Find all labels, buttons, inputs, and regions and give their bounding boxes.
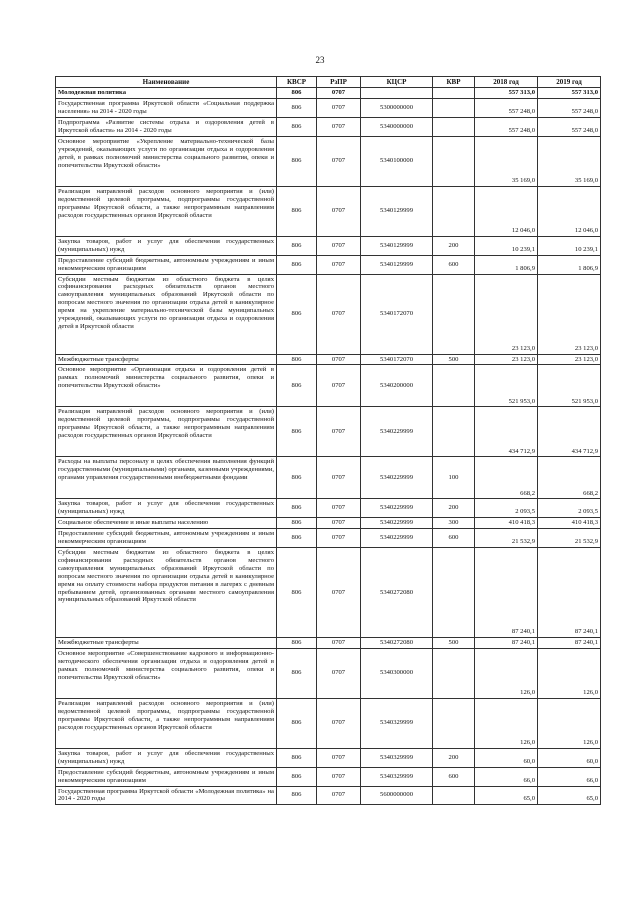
table-row: [56, 457, 601, 499]
table-row: [56, 499, 601, 518]
cell-kvr: [433, 274, 475, 354]
header-kvsr: КВСР: [277, 77, 317, 88]
cell-kvr: 200: [433, 748, 475, 767]
cell-kvr: 500: [433, 354, 475, 365]
cell-2019: 126,0: [538, 698, 601, 748]
cell-2019: 557 248,0: [538, 99, 601, 118]
table-row: [56, 786, 601, 805]
table-row: [56, 236, 601, 255]
cell-2019: 60,0: [538, 748, 601, 767]
cell-kvsr: 806: [277, 547, 317, 637]
cell-name: Межбюджетные трансферты: [56, 354, 277, 365]
cell-kvr: [433, 407, 475, 457]
cell-2019: 87 240,1: [538, 637, 601, 648]
cell-kcsr: 5340100000: [361, 136, 433, 186]
cell-2018: 87 240,1: [475, 637, 538, 648]
cell-kvsr: 806: [277, 457, 317, 499]
cell-kcsr: 5340229999: [361, 407, 433, 457]
page-number: 23: [315, 55, 325, 65]
cell-2018: 410 418,3: [475, 518, 538, 529]
cell-2019: 12 046,0: [538, 186, 601, 236]
cell-rzpr: 0707: [317, 648, 361, 698]
cell-2018: 521 953,0: [475, 365, 538, 407]
cell-kvsr: 806: [277, 518, 317, 529]
cell-rzpr: 0707: [317, 637, 361, 648]
cell-kvsr: 806: [277, 136, 317, 186]
cell-rzpr: 0707: [317, 748, 361, 767]
cell-kvr: 200: [433, 236, 475, 255]
cell-name: Предоставление субсидий бюджетным, автономным учреждениям и иным некоммерческим организациям: [56, 529, 277, 548]
table-row: [56, 136, 601, 186]
cell-kvsr: 806: [277, 118, 317, 137]
cell-rzpr: 0707: [317, 354, 361, 365]
cell-2019: 668,2: [538, 457, 601, 499]
cell-2019: 557 248,0: [538, 118, 601, 137]
cell-kvr: 100: [433, 457, 475, 499]
cell-kvr: 200: [433, 499, 475, 518]
cell-kvsr: 806: [277, 274, 317, 354]
cell-2019: 410 418,3: [538, 518, 601, 529]
cell-name: Основное мероприятие «Организация отдыха и оздоровления детей в рамках полномочий министерства социального развития, опеки и попечительства Иркутской области»: [56, 365, 277, 407]
cell-kvr: 600: [433, 255, 475, 274]
table-row: [56, 767, 601, 786]
cell-kvr: [433, 186, 475, 236]
cell-kvr: 500: [433, 637, 475, 648]
table-row: [56, 518, 601, 529]
cell-2019: 21 532,9: [538, 529, 601, 548]
cell-kvr: [433, 547, 475, 637]
cell-kvsr: 806: [277, 99, 317, 118]
cell-2018: 21 532,9: [475, 529, 538, 548]
cell-kvr: 600: [433, 767, 475, 786]
table-row: [56, 407, 601, 457]
cell-2018: 126,0: [475, 648, 538, 698]
table-row: [56, 637, 601, 648]
cell-2019: 126,0: [538, 648, 601, 698]
cell-2019: 521 953,0: [538, 365, 601, 407]
cell-kcsr: 5340129999: [361, 186, 433, 236]
header-kcsr: КЦСР: [361, 77, 433, 88]
table-row: [56, 698, 601, 748]
cell-name: Основное мероприятие «Совершенствование кадрового и информационно-методического обеспечения организации отдыха и оздоровления детей в рамках полномочий министерства социального развития, опеки и попечительства Иркутской области»: [56, 648, 277, 698]
cell-kvsr: 806: [277, 499, 317, 518]
cell-rzpr: 0707: [317, 136, 361, 186]
table-row: [56, 274, 601, 354]
cell-rzpr: 0707: [317, 499, 361, 518]
cell-kvsr: 806: [277, 88, 317, 99]
cell-kvsr: 806: [277, 186, 317, 236]
cell-2019: 434 712,9: [538, 407, 601, 457]
table-row: [56, 354, 601, 365]
cell-name: Предоставление субсидий бюджетным, автономным учреждениям и иным некоммерческим организациям: [56, 255, 277, 274]
cell-rzpr: 0707: [317, 88, 361, 99]
cell-name: Государственная программа Иркутской области «Социальная поддержка населения» на 2014 - 2020 годы: [56, 99, 277, 118]
header-rzpr: РзПР: [317, 77, 361, 88]
table-row: [56, 88, 601, 99]
cell-kvr: [433, 88, 475, 99]
cell-2018: 1 806,9: [475, 255, 538, 274]
cell-kcsr: [361, 88, 433, 99]
cell-name: Расходы на выплаты персоналу в целях обеспечения выполнения функций государственными (муниципальными) органами, казенными учреждениями, органами управления государственными внебюджетными фондами: [56, 457, 277, 499]
cell-rzpr: 0707: [317, 274, 361, 354]
cell-2018: 557 313,0: [475, 88, 538, 99]
cell-kvr: 600: [433, 529, 475, 548]
cell-rzpr: 0707: [317, 186, 361, 236]
cell-kcsr: 5340172070: [361, 274, 433, 354]
cell-kvsr: 806: [277, 529, 317, 548]
cell-kcsr: 5600000000: [361, 786, 433, 805]
cell-2018: 12 046,0: [475, 186, 538, 236]
cell-rzpr: 0707: [317, 407, 361, 457]
cell-kcsr: 5340300000: [361, 648, 433, 698]
cell-2018: 23 123,0: [475, 274, 538, 354]
cell-kcsr: 5340272080: [361, 637, 433, 648]
cell-kvsr: 806: [277, 365, 317, 407]
cell-2018: 66,0: [475, 767, 538, 786]
cell-rzpr: 0707: [317, 547, 361, 637]
cell-2018: 10 239,1: [475, 236, 538, 255]
cell-kvsr: 806: [277, 637, 317, 648]
cell-kvr: 300: [433, 518, 475, 529]
cell-2018: 126,0: [475, 698, 538, 748]
cell-name: Молодежная политика: [56, 88, 277, 99]
cell-kcsr: 5340329999: [361, 767, 433, 786]
cell-2018: 557 248,0: [475, 99, 538, 118]
cell-kvsr: 806: [277, 748, 317, 767]
table-row: [56, 648, 601, 698]
cell-rzpr: 0707: [317, 767, 361, 786]
table-row: [56, 186, 601, 236]
cell-kvsr: 806: [277, 255, 317, 274]
cell-rzpr: 0707: [317, 255, 361, 274]
table-row: [56, 255, 601, 274]
cell-kvsr: 806: [277, 236, 317, 255]
cell-2019: 35 169,0: [538, 136, 601, 186]
cell-rzpr: 0707: [317, 518, 361, 529]
cell-kvr: [433, 118, 475, 137]
cell-rzpr: 0707: [317, 99, 361, 118]
table-row: [56, 547, 601, 637]
cell-name: Реализация направлений расходов основного мероприятия и (или) ведомственной целевой программы, подпрограммы государственной программы Иркутской области, а также непрограммным направлениям расходов государственных органов Иркутской области: [56, 698, 277, 748]
cell-2018: 65,0: [475, 786, 538, 805]
cell-kvsr: 806: [277, 648, 317, 698]
cell-kvr: [433, 648, 475, 698]
budget-table: [55, 76, 601, 805]
cell-name: Основное мероприятие «Укрепление материально-технической базы учреждений, оказывающих услуги по организации отдыха и оздоровления детей, в рамках полномочий министерства социального развития, опеки и попечительства Иркутской области»: [56, 136, 277, 186]
cell-rzpr: 0707: [317, 365, 361, 407]
header-name: Наименование: [56, 77, 277, 88]
cell-rzpr: 0707: [317, 786, 361, 805]
table-row: [56, 118, 601, 137]
cell-name: Социальное обеспечение и иные выплаты населению: [56, 518, 277, 529]
cell-name: Предоставление субсидий бюджетным, автономным учреждениям и иным некоммерческим организациям: [56, 767, 277, 786]
cell-kcsr: 5340329999: [361, 698, 433, 748]
cell-2018: 87 240,1: [475, 547, 538, 637]
table-row: [56, 99, 601, 118]
cell-kcsr: 5340000000: [361, 118, 433, 137]
cell-kcsr: 5300000000: [361, 99, 433, 118]
cell-name: Закупка товаров, работ и услуг для обеспечения государственных (муниципальных) нужд: [56, 748, 277, 767]
cell-kvr: [433, 99, 475, 118]
cell-2019: 557 313,0: [538, 88, 601, 99]
cell-kcsr: 5340129999: [361, 255, 433, 274]
cell-kvsr: 806: [277, 407, 317, 457]
cell-2019: 23 123,0: [538, 274, 601, 354]
cell-2018: 23 123,0: [475, 354, 538, 365]
cell-name: Межбюджетные трансферты: [56, 637, 277, 648]
cell-name: Субсидии местным бюджетам из областного бюджета в целях софинансирования расходных обязательств органов местного самоуправления муниципальных образований Иркутской области по вопросам местного значения по организации отдыха детей в каникулярное время на укрепление материально-технической базы муниципальных учреждений, оказывающих услуги по организации отдыха и оздоровления детей в Иркутской области: [56, 274, 277, 354]
cell-2019: 87 240,1: [538, 547, 601, 637]
header-2018: 2018 год: [475, 77, 538, 88]
cell-kcsr: 5340229999: [361, 457, 433, 499]
cell-name: Закупка товаров, работ и услуг для обеспечения государственных (муниципальных) нужд: [56, 236, 277, 255]
cell-kvr: [433, 365, 475, 407]
cell-name: Реализация направлений расходов основного мероприятия и (или) ведомственной целевой программы, подпрограммы государственной программы Иркутской области, а также непрограммным направлениям расходов государственных органов Иркутской области: [56, 407, 277, 457]
cell-2019: 65,0: [538, 786, 601, 805]
cell-rzpr: 0707: [317, 529, 361, 548]
cell-2019: 1 806,9: [538, 255, 601, 274]
cell-2018: 2 093,5: [475, 499, 538, 518]
cell-kcsr: 5340229999: [361, 518, 433, 529]
cell-name: Реализация направлений расходов основного мероприятия и (или) ведомственной целевой программы, подпрограммы государственной программы Иркутской области, а также непрограммным направлениям расходов государственных органов Иркутской области: [56, 186, 277, 236]
cell-kvsr: 806: [277, 354, 317, 365]
cell-kcsr: 5340200000: [361, 365, 433, 407]
cell-rzpr: 0707: [317, 457, 361, 499]
cell-kcsr: 5340229999: [361, 499, 433, 518]
cell-name: Субсидии местным бюджетам из областного бюджета в целях софинансирования расходных обязательств органов местного самоуправления муниципальных образований Иркутской области по вопросам местного значения по организации отдыха детей в каникулярное время на оплату стоимости набора продуктов питания в лагерях с дневным пребыванием детей, организованных органами местного самоуправления муниципальных образований Иркутской области: [56, 547, 277, 637]
table-row: [56, 529, 601, 548]
cell-name: Закупка товаров, работ и услуг для обеспечения государственных (муниципальных) нужд: [56, 499, 277, 518]
cell-kcsr: 5340229999: [361, 529, 433, 548]
cell-2018: 557 248,0: [475, 118, 538, 137]
cell-kvr: [433, 786, 475, 805]
cell-2018: 668,2: [475, 457, 538, 499]
cell-rzpr: 0707: [317, 698, 361, 748]
cell-kvr: [433, 136, 475, 186]
table-row: [56, 748, 601, 767]
table-header-row: [56, 77, 601, 88]
cell-2019: 2 093,5: [538, 499, 601, 518]
header-2019: 2019 год: [538, 77, 601, 88]
cell-rzpr: 0707: [317, 236, 361, 255]
cell-2019: 66,0: [538, 767, 601, 786]
cell-kcsr: 5340172070: [361, 354, 433, 365]
cell-kcsr: 5340329999: [361, 748, 433, 767]
cell-kvsr: 806: [277, 767, 317, 786]
header-kvr: КВР: [433, 77, 475, 88]
cell-2018: 434 712,9: [475, 407, 538, 457]
cell-2019: 23 123,0: [538, 354, 601, 365]
cell-rzpr: 0707: [317, 118, 361, 137]
cell-kvsr: 806: [277, 698, 317, 748]
table-body: [56, 88, 601, 805]
table-row: [56, 365, 601, 407]
cell-kvr: [433, 698, 475, 748]
cell-2018: 35 169,0: [475, 136, 538, 186]
cell-kcsr: 5340272080: [361, 547, 433, 637]
cell-name: Государственная программа Иркутской области «Молодежная политика» на 2014 - 2020 годы: [56, 786, 277, 805]
cell-2018: 60,0: [475, 748, 538, 767]
cell-kvsr: 806: [277, 786, 317, 805]
cell-kcsr: 5340129999: [361, 236, 433, 255]
cell-2019: 10 239,1: [538, 236, 601, 255]
cell-name: Подпрограмма «Развитие системы отдыха и оздоровления детей в Иркутской области» на 2014 - 2020 годы: [56, 118, 277, 137]
